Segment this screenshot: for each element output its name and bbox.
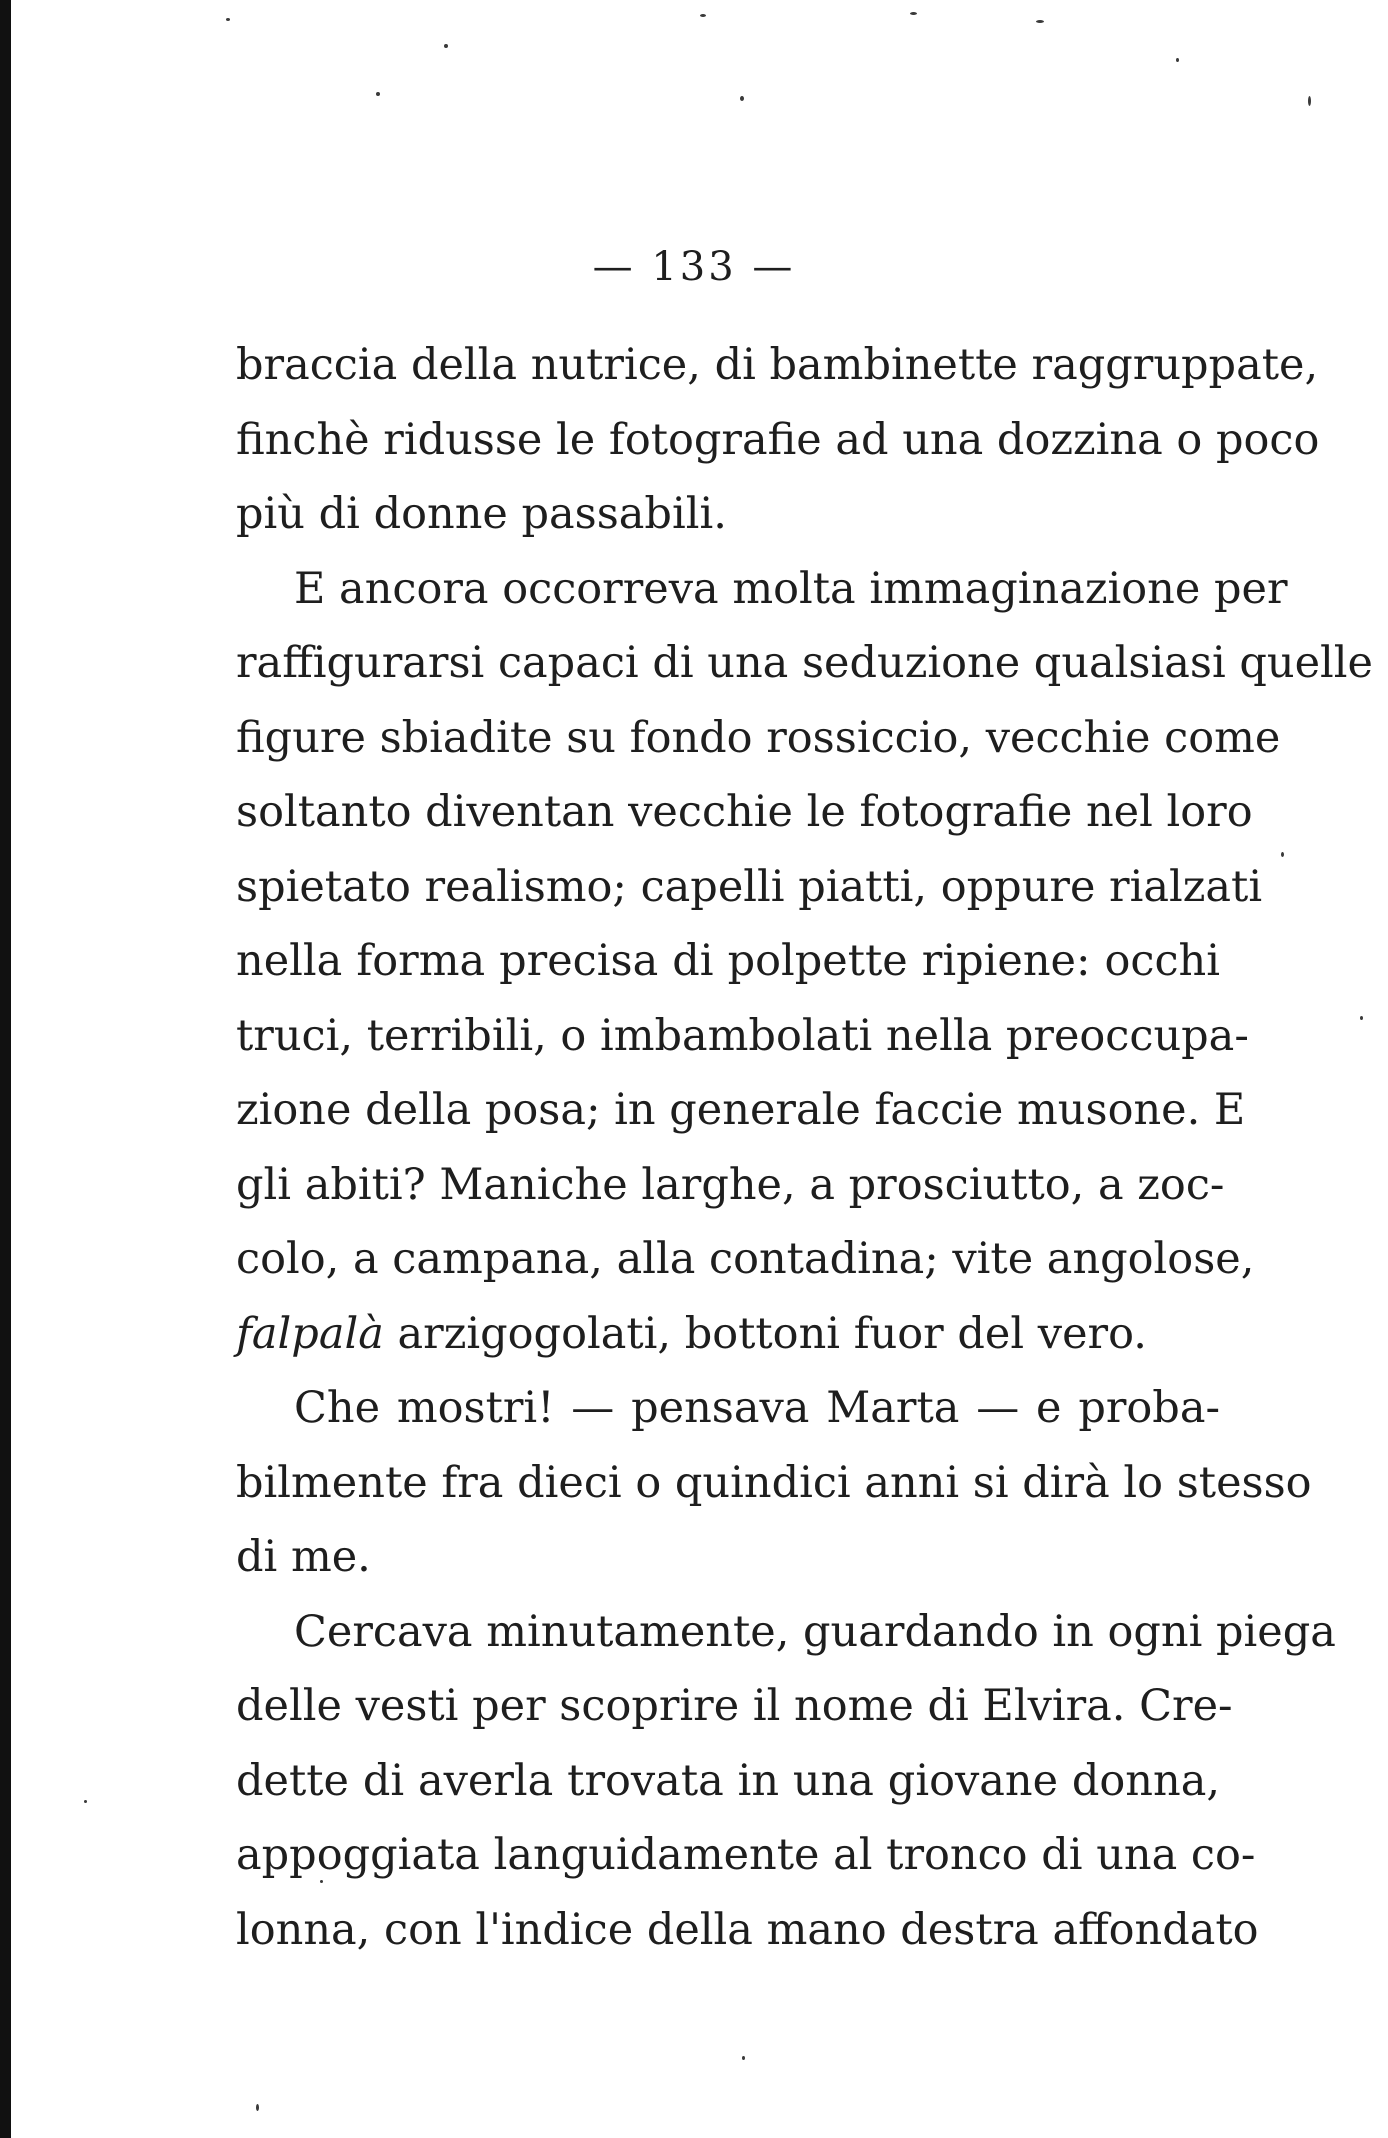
scan-speck — [444, 44, 448, 48]
text-line: gli abiti? Maniche larghe, a prosciutto, a zoc- — [236, 1159, 1225, 1210]
scan-speck — [1036, 20, 1044, 23]
text-line: Cercava minutamente, guardando in ogni piega — [294, 1606, 1336, 1657]
text-line: spietato realismo; capelli piatti, oppure rialzati — [236, 861, 1263, 912]
scan-speck — [1308, 96, 1311, 106]
italic-word: falpalà — [236, 1308, 384, 1359]
text-line: appoggiata languidamente al tronco di una co- — [236, 1830, 1256, 1880]
text-line: dette di averla trovata in una giovane donna, — [236, 1755, 1220, 1806]
text-line — [236, 1297, 1220, 1372]
scan-speck — [226, 18, 230, 21]
text-line: braccia della nutrice, di bambinette raggruppate, — [236, 340, 1319, 390]
page-number: — 133 — — [592, 244, 796, 290]
book-spine-edge — [0, 0, 11, 2138]
text-line: raffigurarsi capaci di una seduzione qualsiasi quelle — [236, 638, 1373, 688]
scan-speck — [84, 1800, 87, 1803]
text-line: E ancora occorreva molta immaginazione per — [294, 563, 1288, 614]
scan-speck — [742, 2056, 745, 2060]
text-line: finchè ridusse le fotografie ad una dozzina o poco — [236, 414, 1320, 465]
text-line: più di donne passabili. — [236, 489, 727, 539]
text-line: delle vesti per scoprire il nome di Elvira. Cre- — [236, 1681, 1233, 1731]
scan-speck — [376, 92, 380, 96]
scan-speck — [1360, 1016, 1363, 1020]
scan-speck — [910, 12, 917, 15]
scan-speck — [1281, 852, 1284, 857]
text-line: figure sbiadite su fondo rossiccio, vecchie come — [236, 712, 1281, 763]
text-line-rest: arzigogolati, bottoni fuor del vero. — [383, 1308, 1147, 1359]
scan-speck — [1176, 58, 1179, 62]
text-line: bilmente fra dieci o quindici anni si dirà lo stesso — [236, 1457, 1312, 1508]
text-line: colo, a campana, alla contadina; vite angolose, — [236, 1234, 1255, 1284]
text-line: lonna, con l'indice della mano destra affondato — [236, 1904, 1259, 1955]
text-line: zione della posa; in generale faccie musone. E — [236, 1085, 1246, 1135]
text-line: truci, terribili, o imbambolati nella preoccupa- — [236, 1010, 1249, 1061]
text-line: Che mostri! — pensava Marta — e proba- — [294, 1383, 1220, 1433]
text-line: soltanto diventan vecchie le fotografie nel loro — [236, 787, 1253, 837]
body-text — [236, 328, 1373, 1967]
text-line: nella forma precisa di polpette ripiene: occhi — [236, 936, 1220, 986]
scan-speck — [256, 2104, 259, 2111]
text-line: di me. — [236, 1532, 371, 1582]
scan-speck — [700, 14, 706, 17]
scan-speck — [740, 96, 744, 101]
